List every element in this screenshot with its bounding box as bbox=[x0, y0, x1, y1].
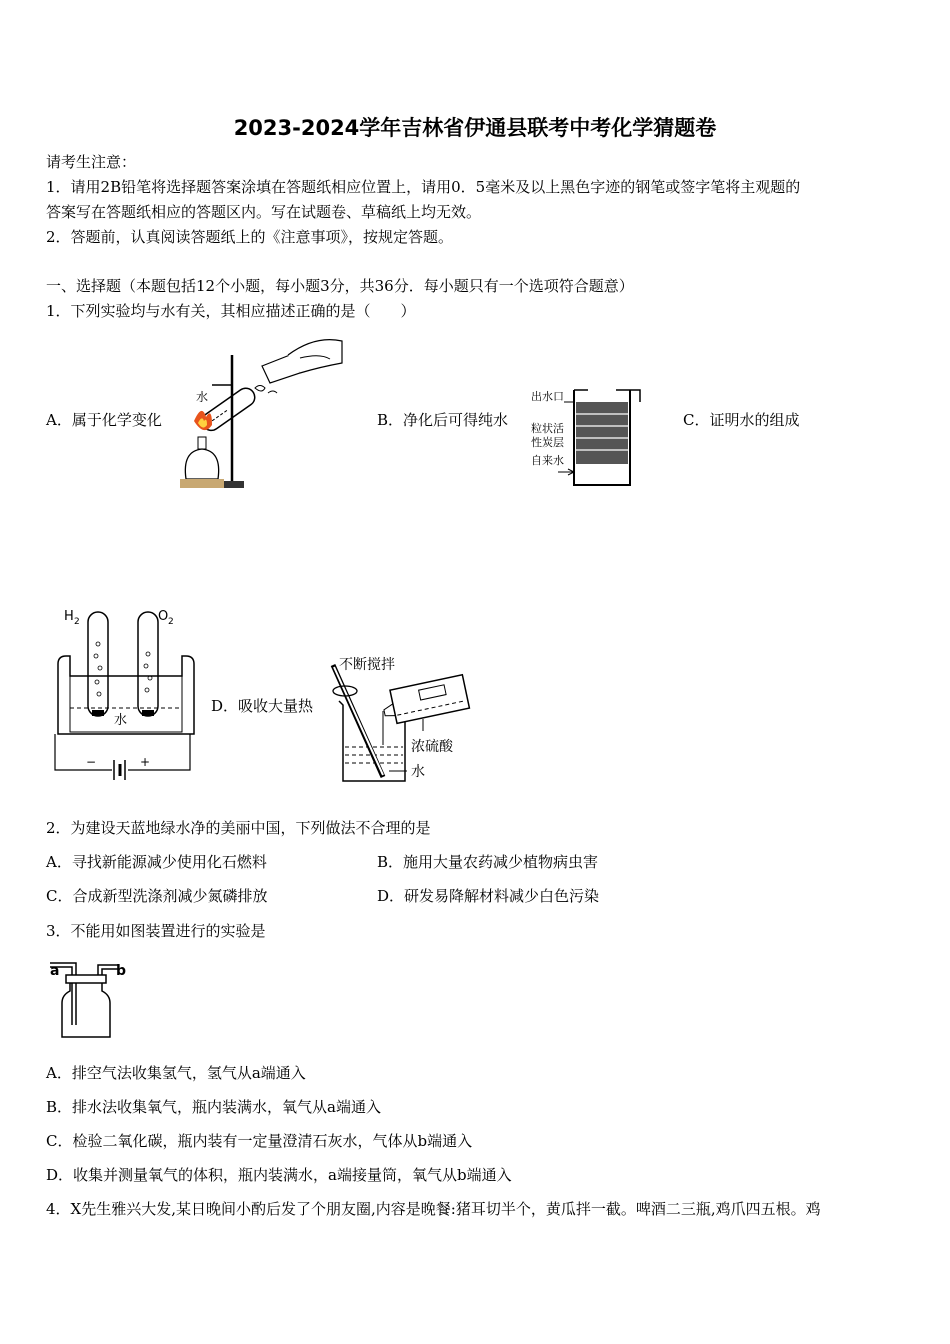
q2-option-d[interactable]: D．研发易降解材料减少白色污染 bbox=[377, 887, 600, 905]
figure-d-water-label: 水 bbox=[411, 764, 425, 780]
q2-option-c[interactable]: C．合成新型洗涤剂减少氮磷排放 bbox=[46, 887, 268, 905]
figure-b-carbon-label-1: 粒状活 bbox=[531, 422, 564, 435]
figure-c-water-label: 水 bbox=[114, 713, 128, 728]
q3-option-c[interactable]: C．检验二氧化碳，瓶内装有一定量澄清石灰水，气体从b端通入 bbox=[46, 1132, 473, 1150]
q1-figure-d bbox=[325, 655, 475, 785]
figure-d-stir-label: 不断搅拌 bbox=[339, 657, 395, 673]
figure-bottle-a-label: a bbox=[50, 963, 60, 979]
notice-heading: 请考生注意： bbox=[46, 153, 137, 171]
figure-b-carbon-label-2: 性炭层 bbox=[531, 436, 564, 449]
q2-stem: 2．为建设天蓝地绿水净的美丽中国，下列做法不合理的是 bbox=[46, 819, 431, 837]
section-heading: 一、选择题（本题包括12个小题，每小题3分，共36分．每小题只有一个选项符合题意） bbox=[46, 277, 634, 295]
q1-option-a[interactable]: A．属于化学变化 bbox=[46, 411, 162, 429]
q3-option-a[interactable]: A．排空气法收集氢气，氢气从a端通入 bbox=[46, 1064, 306, 1082]
q4-stem: 4．X先生雅兴大发,某日晚间小酌后发了个朋友圈,内容是晚餐:猪耳切半个，黄瓜拌一截。啤酒二三瓶,鸡爪四五根。鸡 bbox=[46, 1200, 821, 1218]
figure-c-plus: + bbox=[140, 755, 151, 769]
figure-c-o2-label: O bbox=[158, 609, 169, 624]
figure-a-water-label: 水 bbox=[196, 390, 209, 404]
q3-stem: 3．不能用如图装置进行的实验是 bbox=[46, 922, 266, 940]
figure-c-o2-subscript: 2 bbox=[168, 617, 174, 627]
figure-c-h2-subscript: 2 bbox=[74, 617, 80, 627]
notice-line-2: 2．答题前，认真阅读答题纸上的《注意事项》，按规定答题。 bbox=[46, 228, 454, 246]
q1-stem: 1．下列实验均与水有关，其相应描述正确的是（ ） bbox=[46, 302, 416, 320]
page-title: 2023-2024学年吉林省伊通县联考中考化学猜题卷 bbox=[233, 116, 717, 140]
q1-option-b[interactable]: B．净化后可得纯水 bbox=[377, 411, 509, 429]
figure-b-inlet-label: 自来水 bbox=[531, 454, 564, 467]
q3-figure-bottle bbox=[46, 955, 128, 1041]
q2-option-a[interactable]: A．寻找新能源减少使用化石燃料 bbox=[46, 853, 267, 871]
q2-option-b[interactable]: B．施用大量农药减少植物病虫害 bbox=[377, 853, 599, 871]
q1-figure-b bbox=[528, 380, 650, 490]
q1-option-d[interactable]: D．吸收大量热 bbox=[211, 697, 314, 715]
q1-figure-c bbox=[52, 604, 200, 774]
q3-option-b[interactable]: B．排水法收集氧气，瓶内装满水，氧气从a端通入 bbox=[46, 1098, 381, 1116]
q1-figure-a bbox=[170, 333, 345, 493]
notice-line-1b: 答案写在答题纸相应的答题区内。写在试题卷、草稿纸上均无效。 bbox=[46, 203, 482, 221]
notice-line-1: 1．请用2B铅笔将选择题答案涂填在答题纸相应位置上，请用0．5毫米及以上黑色字迹的钢笔或签字笔将主观题的 bbox=[46, 178, 801, 196]
figure-c-h2-label: H bbox=[64, 609, 74, 624]
q1-option-c[interactable]: C．证明水的组成 bbox=[683, 411, 800, 429]
figure-b-outlet-label: 出水口 bbox=[531, 390, 564, 403]
q3-option-d[interactable]: D．收集并测量氧气的体积，瓶内装满水，a端接量筒，氧气从b端通入 bbox=[46, 1166, 512, 1184]
figure-bottle-b-label: b bbox=[116, 963, 127, 979]
figure-c-minus: − bbox=[86, 755, 97, 769]
figure-d-acid-label: 浓硫酸 bbox=[411, 739, 453, 755]
